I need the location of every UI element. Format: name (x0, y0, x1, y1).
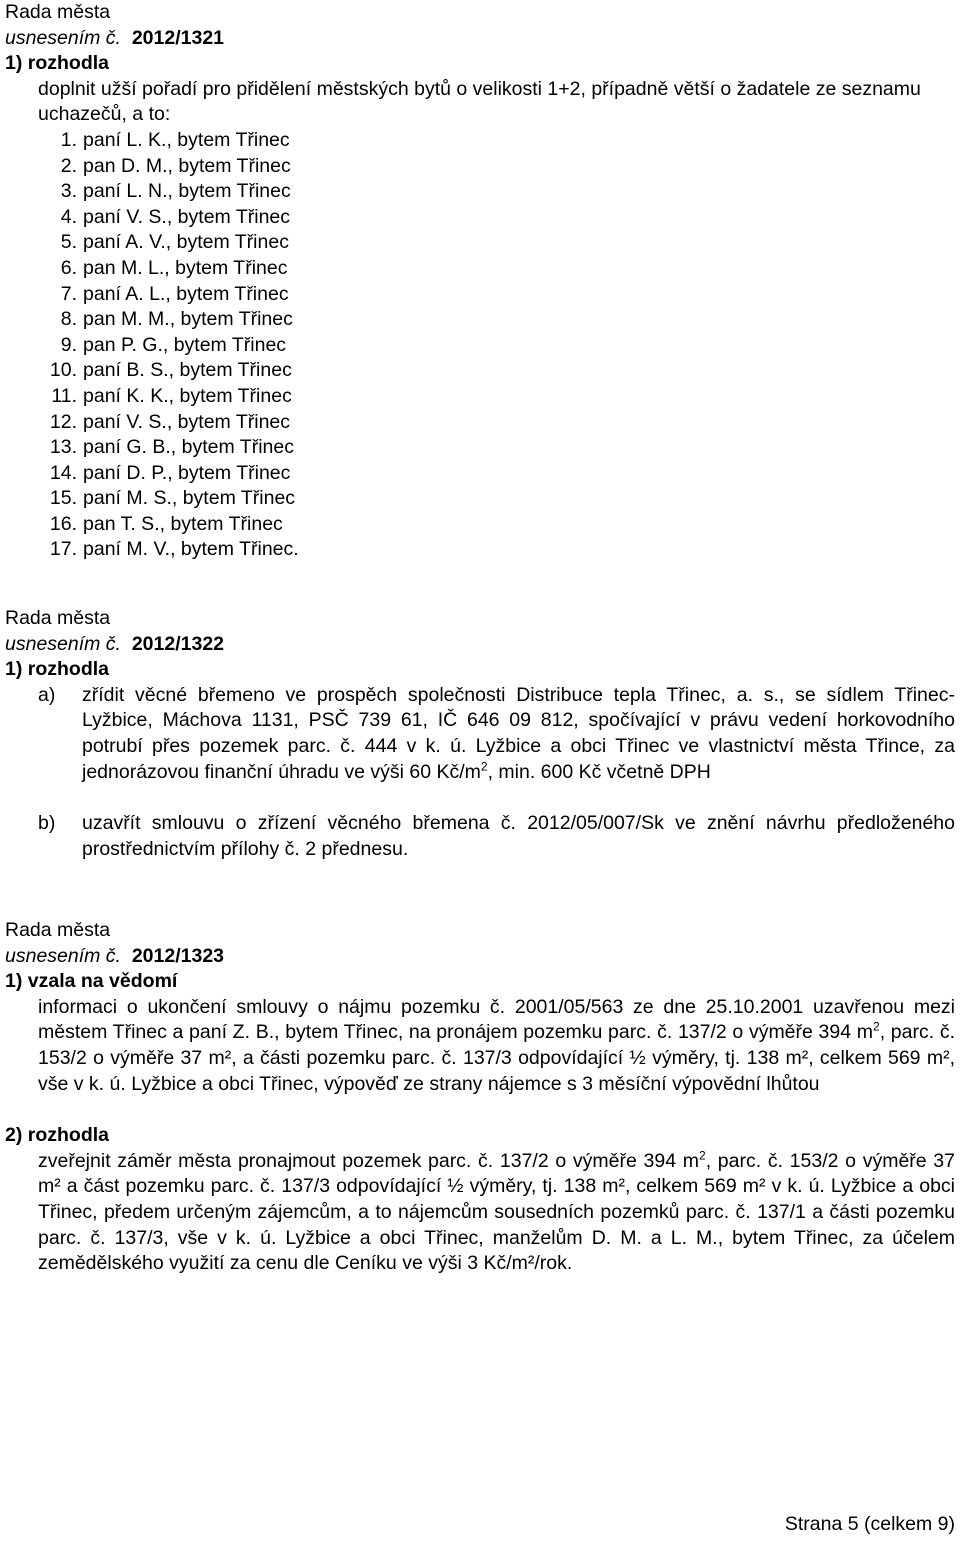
resolution-number: 2012/1321 (131, 26, 225, 49)
resolution-number-line (5, 632, 955, 658)
list-item: 5. paní A. V., bytem Třinec (60, 231, 289, 254)
list-item: 17. paní M. V., bytem Třinec. (49, 538, 299, 561)
item-letter: b) (38, 812, 56, 835)
intro-text: doplnit užší pořadí pro přidělení městských bytů o velikosti 1+2, případně větší o žadatele ze seznamu uchazečů, a to: (38, 77, 921, 126)
list-item: 9. pan P. G., bytem Třinec (60, 333, 287, 356)
list-item: 11. paní K. K., bytem Třinec (51, 384, 292, 407)
applicant-list (5, 128, 955, 563)
resolution-section-1323 (5, 918, 955, 1277)
list-item: 4. paní V. S., bytem Třinec (60, 205, 291, 228)
list-item: 15. paní M. S., bytem Třinec (49, 487, 296, 510)
item-letter: a) (38, 683, 56, 706)
decision-heading: 1) rozhodla (5, 52, 110, 75)
list-item: 3. paní L. N., bytem Třinec (60, 180, 291, 203)
resolution-label: usnesením č. (5, 26, 121, 49)
council-heading: Rada města (5, 919, 111, 941)
list-item: 14. paní D. P., bytem Třinec (49, 461, 291, 484)
resolution-number-line (5, 26, 955, 52)
item-text: zřídit věcné břemeno ve prospěch společnosti Distribuce tepla Třinec, a. s., se sídlem Třinec-Lyžbice, Máchova 1131, PSČ 739 61, IČ 646 09 812, spočívající v právu vedení horkovodního potrubí přes pozemek parc. č. 444 v k. ú. Lyžbice a obci Třinec ve vlastnictví města Třince, za jednorázovou finanční úhradu ve výši 60 $Kč/m^2$, min. 600 Kč včetně DPH (82, 683, 955, 783)
item-text: uzavřít smlouvu o zřízení věcného břemena č. 2012/05/007/Sk ve znění návrhu předloženého prostřednictvím přílohy č. 2 přednesu. (82, 812, 955, 860)
resolution-section-1321 (5, 0, 955, 563)
list-item: 2. pan D. M., bytem Třinec (60, 154, 291, 177)
list-item: 1. paní L. K., bytem Třinec (60, 128, 290, 151)
decision-text: zveřejnit záměr města pronajmout pozemek parc. č. 137/2 o výměře 394 $m^2$, parc. č. 153/2 o výměře 37 m² a část pozemku parc. č. 137/3 odpovídající ½ výměry, tj. 138 m², celkem 569 m² v k. ú. Lyžbice a obci Třinec, předem určeným zájemcům, a to nájemcům sousedních pozemků parc. č. 137/1 a části pozemku parc. č. 137/3, vše v k. ú. Lyžbice a obci Třinec, manželům D. M. a L. M., bytem Třinec, za účelem zemědělského využití za cenu dle Ceníku ve výši 3 Kč/m²/rok. (38, 1148, 956, 1275)
decision-item-b (5, 811, 955, 862)
list-item: 8. pan M. M., bytem Třinec (60, 308, 293, 331)
decision-text: informaci o ukončení smlouvy o nájmu pozemku č. 2001/05/563 ze dne 25.10.2001 uzavřenou mezi městem Třinec a paní Z. B., bytem Třinec, na pronájem pozemku parc. č. 137/2 o výměře 394 $m^2$, parc. č. 153/2 o výměře 37 m², a části pozemku parc. č. 137/3 odpovídající ½ výměry, tj. 138 m², celkem 569 m², vše v k. ú. Lyžbice a obci Třinec, výpověď ze strany nájemce s 3 měsíční výpovědní lhůtou (38, 995, 955, 1095)
resolution-section-1322 (5, 606, 955, 862)
list-item: 7. paní A. L., bytem Třinec (60, 282, 289, 305)
resolution-number: 2012/1322 (131, 632, 225, 655)
council-heading: Rada města (5, 1, 111, 23)
list-item: 16. pan T. S., bytem Třinec (49, 512, 283, 535)
council-heading: Rada města (5, 607, 111, 629)
decision-heading: 1) vzala na vědomí (5, 970, 178, 993)
list-item: 13. paní G. B., bytem Třinec (49, 436, 294, 459)
resolution-number: 2012/1323 (131, 944, 225, 967)
resolution-label: usnesením č. (5, 944, 121, 967)
resolution-label: usnesením č. (5, 632, 121, 655)
decision-heading: 1) rozhodla (5, 658, 110, 681)
decision-heading: 2) rozhodla (5, 1124, 110, 1147)
list-item: 6. pan M. L., bytem Třinec (60, 256, 288, 279)
page-footer: Strana 5 (celkem 9) (784, 1513, 955, 1535)
list-item: 12. paní V. S., bytem Třinec (49, 410, 291, 433)
list-item: 10. paní B. S., bytem Třinec (49, 359, 292, 382)
decision-item-a (5, 683, 955, 785)
resolution-number-line (5, 944, 955, 970)
